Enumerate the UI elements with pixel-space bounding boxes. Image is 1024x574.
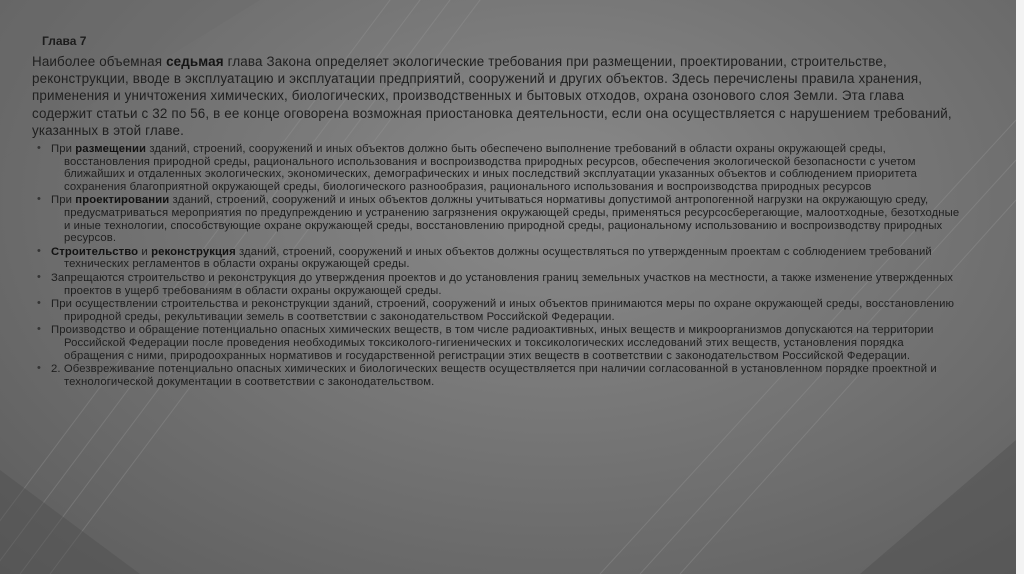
list-item — [28, 363, 963, 388]
item-text: При осуществлении строительства и реконструкции зданий, строений, сооружений и иных объектов принимаются меры по охране окружающей среды, восстановлению природной среды, рекультивации земель в соответствии с законодательством Российской Федерации. — [51, 298, 955, 323]
item-connector: и — [138, 245, 152, 258]
item-prefix: При — [51, 143, 76, 156]
list-item — [28, 298, 963, 323]
intro-paragraph — [32, 53, 963, 139]
intro-text-rest: глава Закона определяет экологические требования при размещении, проектировании, строительстве, реконструкции, вводе в эксплуатацию и эксплуатации предприятий, сооружений и других объектов. Здесь перечислены правила хранения, применения и уничтожения химических, биологических, производственных и бытовых отходов, охрана озонового слоя Земли. Эта глава содержит статьи с 32 по 56, в ее конце оговорена возможная приостановка деятельности, если она осуществляется с нарушением требований, указанных в этой главе. — [32, 54, 952, 138]
bullet-list — [28, 143, 963, 388]
list-item — [28, 143, 963, 193]
intro-bold-word: седьмая — [166, 54, 224, 69]
item-text: зданий, строений, сооружений и иных объектов должно быть обеспечено выполнение требований в области охраны окружающей среды, восстановления природной среды, рационального использования и воспроизводства природных ресурсов, обеспечения экологической безопасности с учетом ближайших и отдаленных экологических, экономических, демографических и иных последствий эксплуатации указанных объектов и соблюдением приоритета сохранения благоприятной окружающей среды, биологического разнообразия, рационального использования и воспроизводства природных ресурсов — [64, 143, 917, 193]
slide-content — [28, 34, 963, 389]
item-text: 2. Обезвреживание потенциально опасных химических и биологических веществ осуществляется при наличии согласованной в установленном порядке проектной и технологической документации в соответствии с законодательством. — [51, 363, 937, 388]
item-text: Запрещаются строительство и реконструкция до утверждения проектов и до установления границ земельных участков на местности, а также изменение утвержденных проектов в ущерб требованиям в области охраны окружающей среды. — [51, 271, 954, 297]
list-item — [28, 324, 963, 362]
list-item — [28, 272, 963, 297]
item-text: Производство и обращение потенциально опасных химических веществ, в том числе радиоактивных, иных веществ и микроорганизмов допускаются на территории Российской Федерации после проведения необходимых токсиколого-гигиенических и токсикологических исследований этих веществ, установления порядка обращения с ними, природоохранных нормативов и государственной регистрации этих веществ в соответствии с законодательством Российской Федерации. — [51, 324, 934, 362]
right-edge-strip — [1016, 0, 1024, 574]
list-item — [28, 246, 963, 271]
item-bold-term: проектировании — [75, 194, 170, 207]
item-text: зданий, строений, сооружений и иных объектов должны учитываться нормативы допустимой антропогенной нагрузки на окружающую среду, предусматриваться мероприятия по предупреждению и устранению загрязнения окружающей среды, применяться ресурсосберегающие, малоотходные, безотходные и иные технологии, способствующие охране окружающей среды, восстановлению природной среды, рациональному использованию и воспроизводству природных ресурсов. — [64, 194, 960, 245]
item-bold-term: Строительство — [51, 245, 139, 258]
intro-text-start: Наиболее объемная — [32, 54, 167, 69]
list-item — [28, 194, 963, 244]
item-text: зданий, строений, сооружений и иных объектов должны осуществляться по утвержденным проектам с соблюдением требований технических регламентов в области охраны окружающей среды. — [64, 245, 932, 271]
item-prefix: При — [51, 194, 76, 207]
item-bold-term-2: реконструкция — [151, 245, 236, 258]
chapter-title: Глава 7 — [42, 34, 87, 48]
item-bold-term: размещении — [75, 143, 147, 156]
